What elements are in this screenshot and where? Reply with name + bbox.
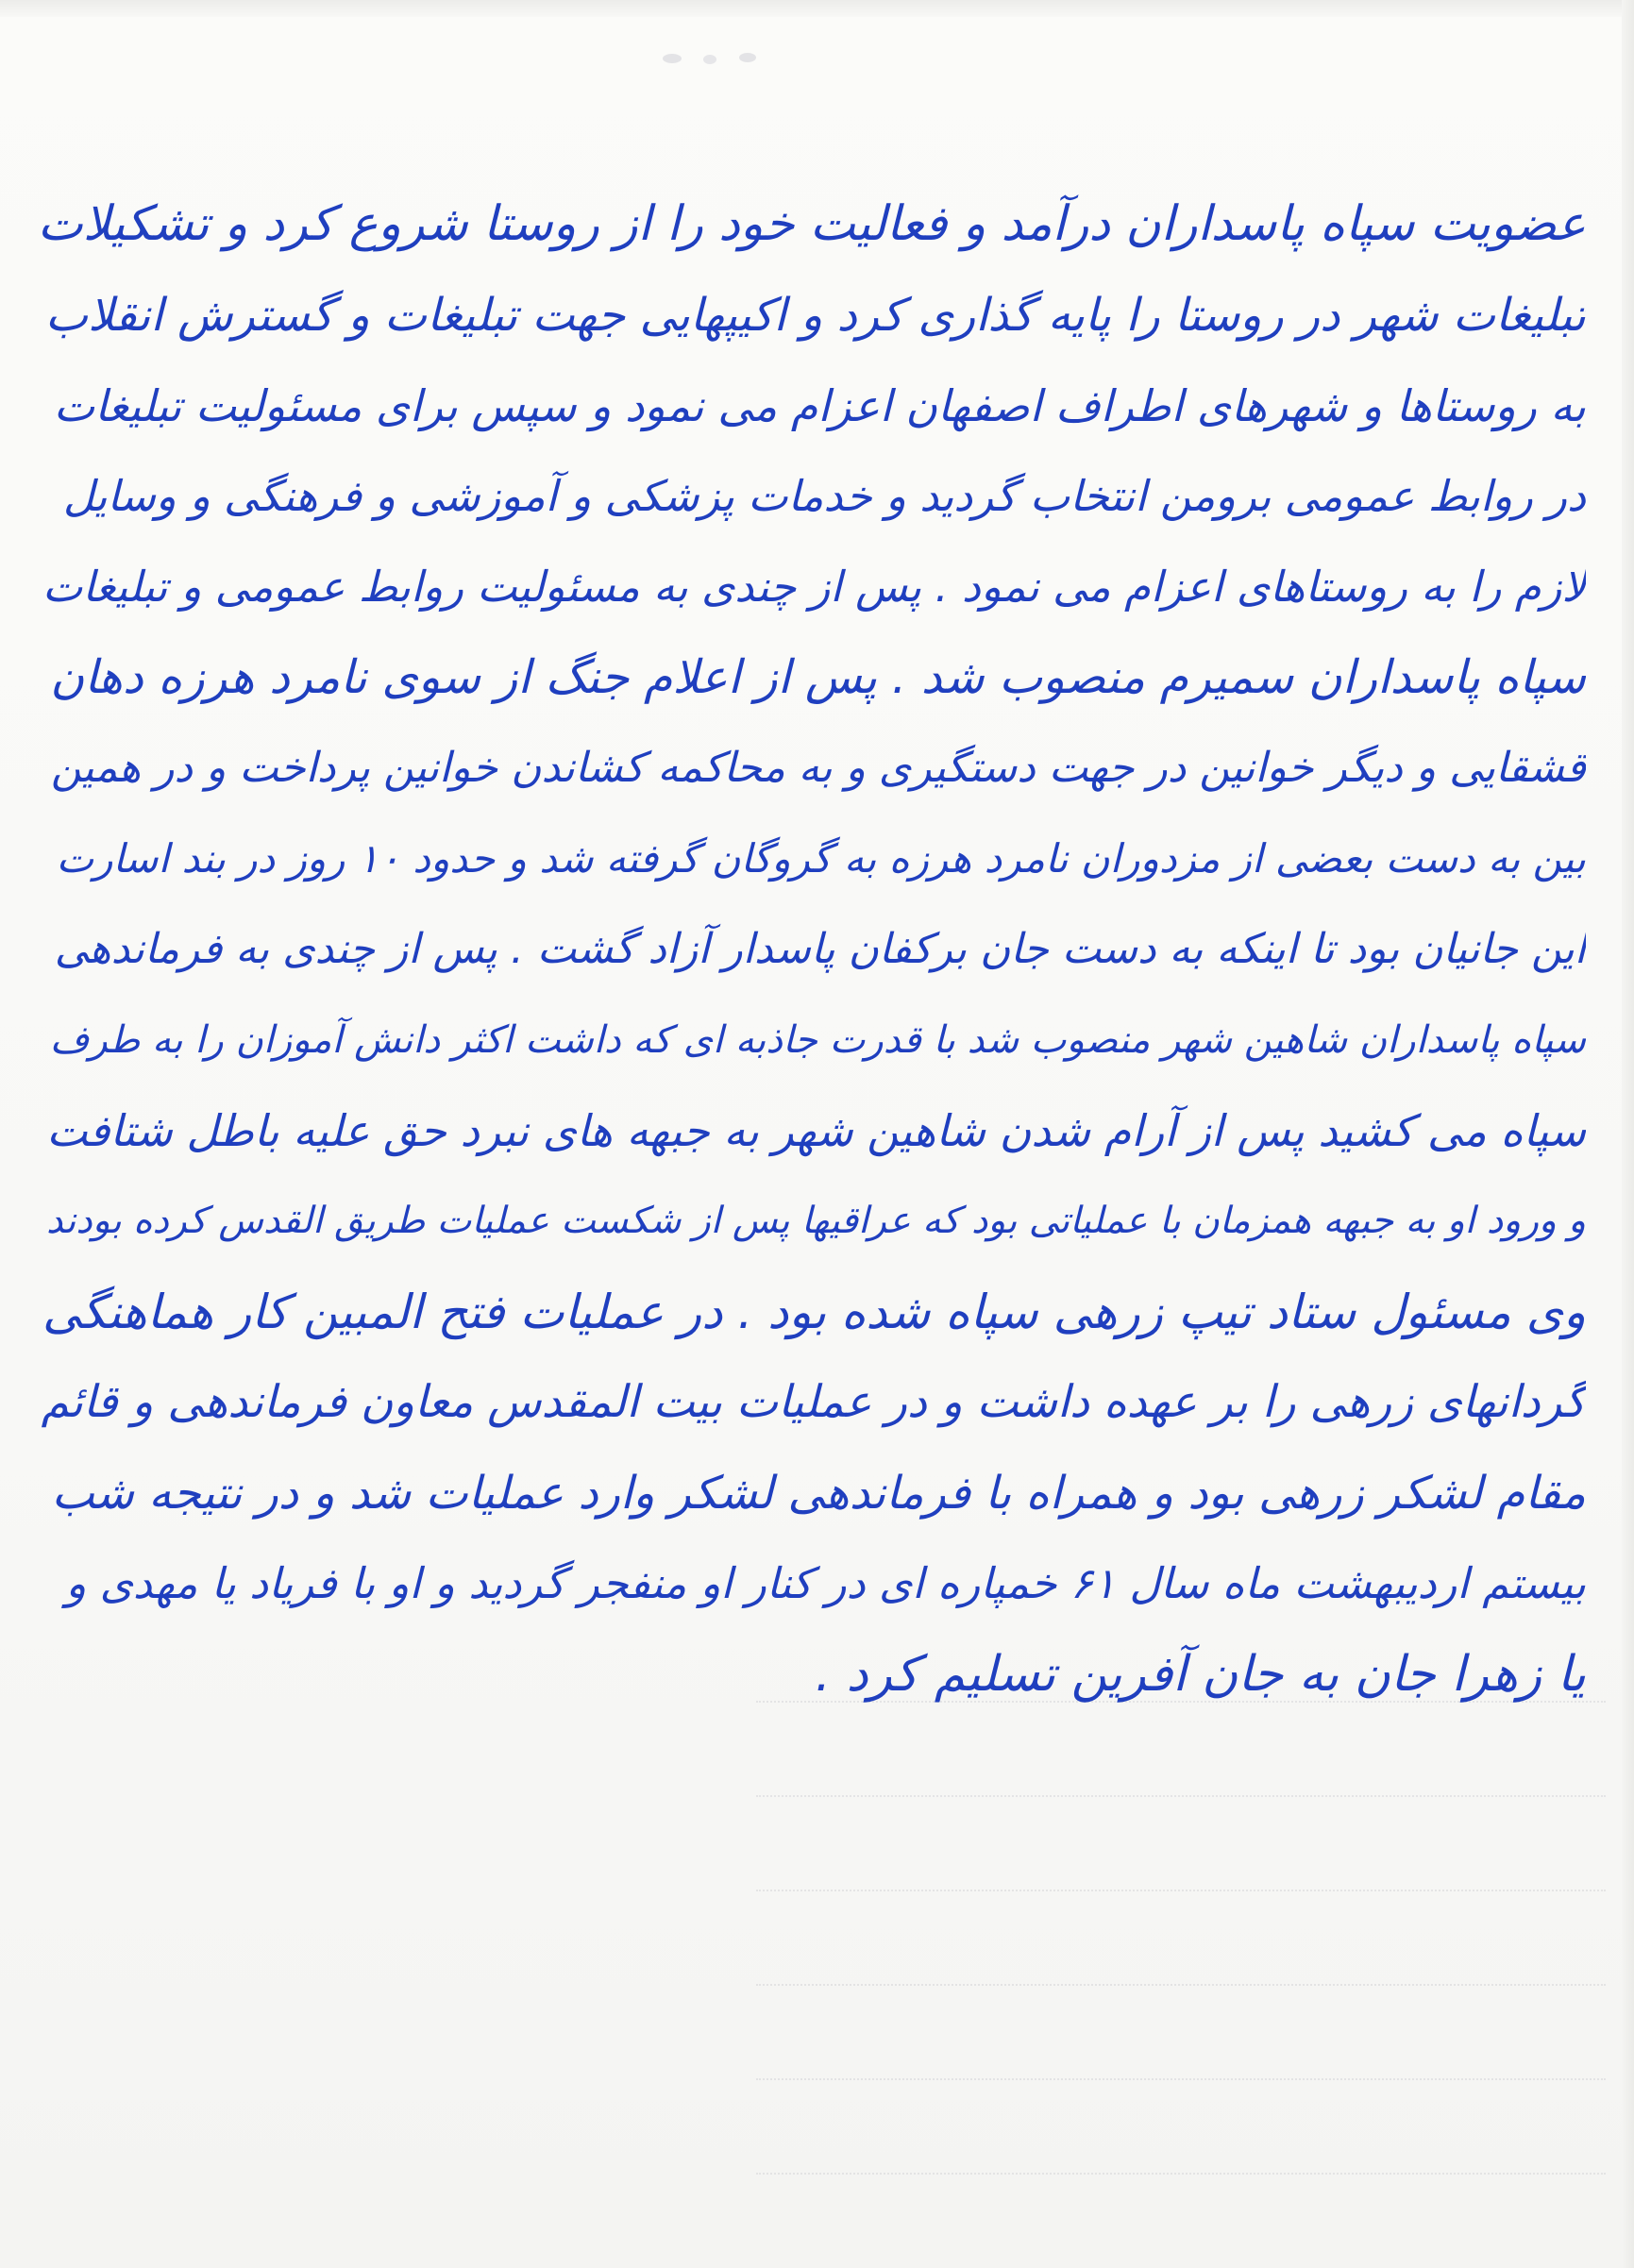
reverse-side-bleed	[756, 1869, 1606, 1891]
reverse-side-bleed	[756, 1963, 1606, 1986]
text-line-3: به روستاها و شهرهای اطراف اصفهان اعزام می نمود و سپس برای مسئولیت تبلیغات	[53, 380, 1586, 431]
text-line-13: وی مسئول ستاد تیپ زرهی سپاه شده بود . در عملیات فتح المبین کار هماهنگی	[42, 1285, 1586, 1339]
text-line-8: بین به دست بعضی از مزدوران نامرد هرزه به گروگان گرفته شد و حدود ۱۰ روز در بند اسارت	[56, 835, 1586, 882]
text-line-7: قشقایی و دیگر خوانین در جهت دستگیری و به محاکمه کشاندن خوانین پرداخت و در همین	[50, 744, 1586, 792]
reverse-side-bleed	[756, 2058, 1606, 2080]
text-line-4: در روابط عمومی برومن انتخاب گردید و خدمات پزشکی و آموزشی و فرهنگی و وسایل	[62, 471, 1586, 521]
text-line-16: بیستم اردیبهشت ماه سال ۶۱ خمپاره ای در کنار او منفجر گردید و او با فریاد یا مهدی و	[65, 1558, 1586, 1608]
text-line-15: مقام لشکر زرهی بود و همراه با فرماندهی لشکر وارد عملیات شد و در نتیجه شب	[51, 1467, 1586, 1520]
scan-edge	[1622, 0, 1634, 2268]
text-line-2: تبلیغات شهر در روستا را پایه گذاری کرد و اکیپهایی جهت تبلیغات و گسترش انقلاب	[44, 289, 1586, 342]
reverse-side-bleed	[756, 2152, 1606, 2175]
text-line-9: این جانیان بود تا اینکه به دست جان برکفان پاسدار آزاد گشت . پس از چندی به فرماندهی	[54, 925, 1586, 973]
punch-marks	[651, 45, 783, 74]
text-line-1: عضویت سپاه پاسداران درآمد و فعالیت خود را از روستا شروع کرد و تشکیلات	[38, 196, 1586, 252]
text-line-14: گردانهای زرهی را بر عهده داشت و در عملیات بیت المقدس معاون فرماندهی و قائم	[41, 1376, 1586, 1428]
text-line-6: سپاه پاسداران سمیرم منصوب شد . پس از اعلام جنگ از سوی نامرد هرزه دهان	[50, 650, 1586, 704]
text-line-5: لازم را به روستاهای اعزام می نمود . پس از چندی به مسئولیت روابط عمومی و تبلیغات	[42, 562, 1586, 612]
text-line-17: یا زهرا جان به جان آفرین تسلیم کرد .	[815, 1646, 1586, 1703]
text-line-12: و ورود او به جبهه همزمان با عملیاتی بود که عراقیها پس از شکست عملیات طریق القدس کرده بودند	[46, 1200, 1586, 1242]
text-line-11: سپاه می کشید پس از آرام شدن شاهین شهر به جبهه های نبرد حق علیه باطل شتافت	[46, 1105, 1586, 1156]
handwritten-text-body	[38, 179, 1586, 1720]
text-line-10: سپاه پاسداران شاهین شهر منصوب شد با قدرت جاذبه ای که داشت اکثر دانش آموزان را به طرف	[49, 1018, 1586, 1062]
paper-top-edge	[0, 0, 1634, 17]
reverse-side-bleed	[756, 1774, 1606, 1797]
